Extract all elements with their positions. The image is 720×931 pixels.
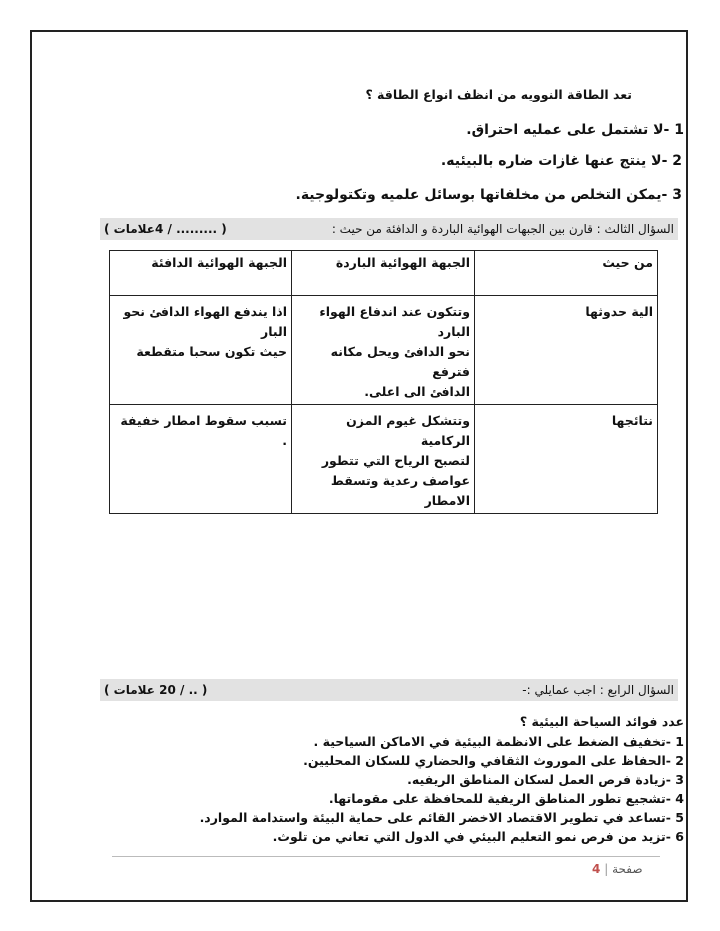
cold-front-results	[292, 405, 475, 514]
cell-line: لتصبح الرياح التي تتطور	[321, 453, 470, 468]
row-aspect-results: نتائجها	[475, 405, 658, 514]
row-aspect-formation: الية حدوثها	[475, 296, 658, 405]
cell-line: اذا يندفع الهواء الدافئ نحو البار	[123, 304, 287, 339]
page-number-value: 4	[592, 862, 601, 876]
cell-line: تسبب سقوط امطار خفيفة .	[120, 413, 287, 448]
table-row-formation	[110, 296, 658, 405]
question3-title: السؤال الثالث : قارن بين الجبهات الهوائية الباردة و الدافئة من حيث :	[331, 222, 674, 236]
warm-front-formation	[110, 296, 292, 405]
question3-header	[100, 218, 678, 240]
nuclear-question: تعد الطاقة النوويه من انظف انواع الطاقة ؟	[365, 87, 632, 102]
question3-marks: ( ......... / 4علامات )	[104, 222, 227, 236]
cell-line: وتتشكل غيوم المزن الركامية	[346, 413, 470, 448]
table-row-results	[110, 405, 658, 514]
cell-line: عواصف رعدية وتسقط الامطار	[330, 473, 470, 508]
page-number	[592, 862, 643, 876]
question4-prompt: عدد فوائد السياحة البيئية ؟	[519, 714, 684, 729]
page-number-separator: |	[604, 862, 609, 876]
header-aspect: من حيث	[475, 251, 658, 296]
question4-title: السؤال الرابع : اجب عمايلي :-	[522, 683, 674, 697]
question4-header	[100, 679, 678, 701]
warm-front-results	[110, 405, 292, 514]
header-warm-front: الجبهة الهوائية الدافئة	[110, 251, 292, 296]
nuclear-answer-1: 1 -لا تشتمل على عمليه احتراق.	[466, 122, 684, 138]
cell-line: نحو الدافئ ويحل مكانه فترفع	[330, 344, 470, 379]
table-header-row	[110, 251, 658, 296]
benefit-1: 1 -تخفيف الضغط على الانظمة البيئية في الاماكن السياحية .	[313, 734, 684, 749]
page-word: صفحة	[612, 862, 643, 876]
nuclear-answer-2: 2 -لا ينتج عنها غازات ضاره بالبيئيه.	[440, 153, 682, 169]
header-cold-front: الجبهة الهوائية الباردة	[292, 251, 475, 296]
cell-line: الدافئ الى اعلى.	[364, 384, 470, 399]
cold-front-formation	[292, 296, 475, 405]
benefit-5: 5 -تساعد في تطوير الاقتصاد الاخضر القائم على حماية البيئة واستدامة الموارد.	[199, 810, 684, 825]
cell-line: حيث تكون سحبا متقطعة	[136, 344, 287, 359]
cell-line: وتتكون عند اندفاع الهواء البارد	[319, 304, 470, 339]
fronts-comparison-table	[109, 250, 658, 514]
benefit-2: 2 -الحفاظ على الموروث الثقافي والحضاري للسكان المحليين.	[303, 753, 684, 768]
benefit-3: 3 -زيادة فرص العمل لسكان المناطق الريفيه.	[407, 772, 684, 787]
footer-divider	[112, 856, 660, 857]
benefit-6: 6 -تزيد من فرص نمو التعليم البيئي في الدول التي تعاني من تلوث.	[272, 829, 684, 844]
benefit-4: 4 -تشجيع تطور المناطق الريفية للمحافظة على مقوماتها.	[328, 791, 684, 806]
nuclear-answer-3: 3 -يمكن التخلص من مخلفاتها بوسائل علميه وتكتولوجية.	[295, 187, 682, 203]
question4-marks: ( .. / 20 علامات )	[104, 683, 208, 697]
